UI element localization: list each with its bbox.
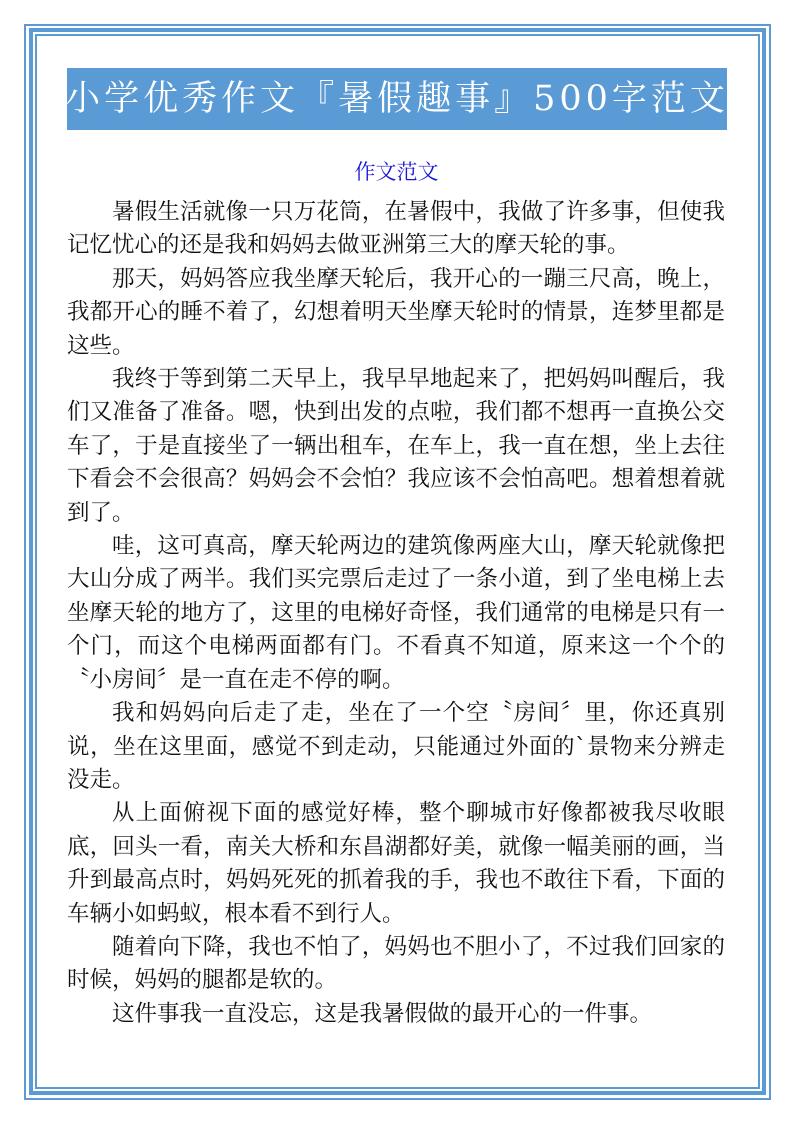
paragraph: 随着向下降，我也不怕了，妈妈也不胆小了，不过我们回家的时候，妈妈的腿都是软的。 [67,933,725,994]
paragraph: 暑假生活就像一只万花筒，在暑假中，我做了许多事，但使我记忆忧心的还是我和妈妈去做亚洲第三大的摩天轮的事。 [67,199,725,259]
document-subtitle: 作文范文 [354,160,439,184]
document-title: 小学优秀作文『暑假趣事』500字范文 [65,78,729,119]
essay-body [67,196,725,1031]
paragraph: 从上面俯视下面的感觉好棒，整个聊城市好像都被我尽收眼底，回头一看，南关大桥和东昌湖都好美，就像一幅美丽的画，当升到最高点时，妈妈死死的抓着我的手，我也不敢往下看，下面的车辆小如蚂蚁，根本看不到行人。 [67,800,725,927]
title-banner [67,68,727,130]
paragraph: 我终于等到第二天早上，我早早地起来了，把妈妈叫醒后，我们又准备了准备。嗯，快到出发的点啦，我们都不想再一直换公交车了，于是直接坐了一辆出租车，在车上，我一直在想，坐上去往下看会不会很高？妈妈会不会怕？我应该不会怕高吧。想着想着就到了。 [67,366,725,526]
paragraph: 这件事我一直没忘，这是我暑假做的最开心的一件事。 [112,1000,653,1027]
paragraph: 那天，妈妈答应我坐摩天轮后，我开心的一蹦三尺高，晚上，我都开心的睡不着了，幻想着明天坐摩天轮时的情景，连梦里都是这些。 [67,265,725,359]
paragraph: 我和妈妈向后走了走，坐在了一个空〝房间〞里，你还真别说，坐在这里面，感觉不到走动，只能通过外面的`景物来分辨走没走。 [67,700,725,793]
paragraph: 哇，这可真高，摩天轮两边的建筑像两座大山，摩天轮就像把大山分成了两半。我们买完票后走过了一条小道，到了坐电梯上去坐摩天轮的地方了，这里的电梯好奇怪，我们通常的电梯是只有一个门，而这个电梯两面都有门。不看真不知道，原来这一个个的〝小房间〞是一直在走不停的啊。 [67,533,725,693]
